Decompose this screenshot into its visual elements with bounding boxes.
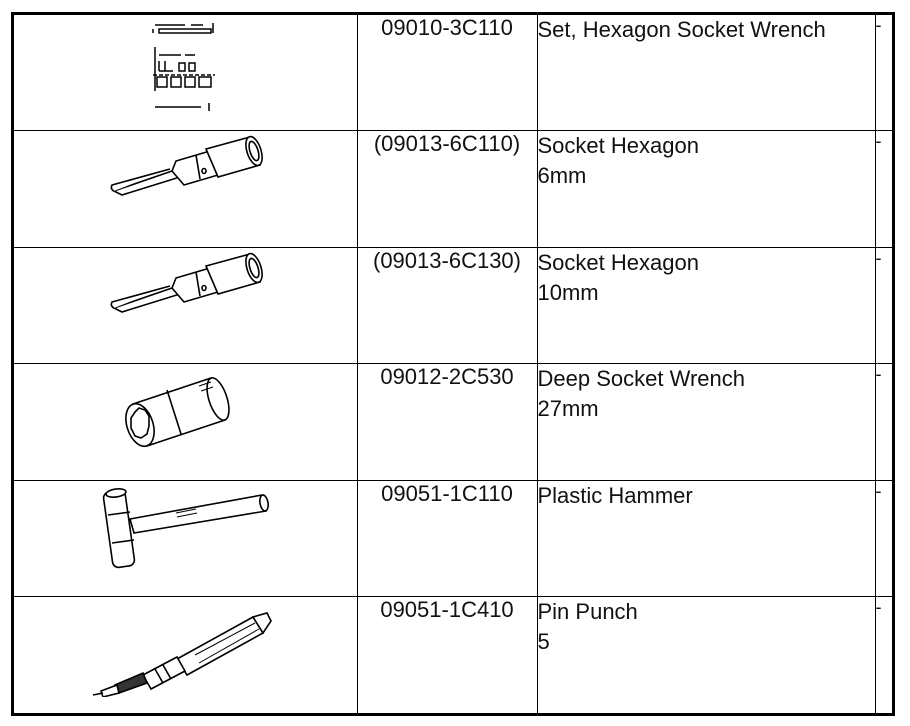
note: - bbox=[875, 480, 892, 597]
table-row bbox=[14, 597, 892, 713]
part-number: 09051-1C410 bbox=[357, 597, 537, 713]
part-number: (09013-6C130) bbox=[357, 247, 537, 364]
tool-name-detail: 27mm bbox=[537, 396, 599, 422]
deep-socket-icon bbox=[115, 364, 255, 448]
hexagon-socket-bit-icon bbox=[100, 248, 270, 328]
table-row bbox=[14, 247, 892, 364]
tool-name-detail: 5 bbox=[537, 629, 550, 655]
tool-illustration-cell bbox=[14, 364, 357, 481]
tool-name-line: Socket Hexagon bbox=[537, 133, 699, 159]
tool-name bbox=[537, 15, 875, 131]
tool-name-detail: 10mm bbox=[537, 279, 599, 305]
note: - bbox=[875, 131, 892, 248]
part-number: 09012-2C530 bbox=[357, 364, 537, 481]
tool-illustration-cell bbox=[14, 597, 357, 713]
tool-illustration-cell bbox=[14, 131, 357, 248]
tool-illustration-cell bbox=[14, 15, 357, 131]
part-number: 09051-1C110 bbox=[357, 480, 537, 597]
tool-name bbox=[537, 247, 875, 364]
tool-illustration-cell bbox=[14, 480, 357, 597]
note: - bbox=[875, 247, 892, 364]
table-row bbox=[14, 480, 892, 597]
tool-illustration-cell bbox=[14, 247, 357, 364]
table-row bbox=[14, 364, 892, 481]
tool-name-detail: 6mm bbox=[537, 163, 587, 189]
tool-name-line: Socket Hexagon bbox=[537, 249, 699, 275]
plastic-hammer-icon bbox=[90, 481, 280, 571]
table-row bbox=[14, 131, 892, 248]
special-tools-table bbox=[11, 12, 895, 716]
table-row bbox=[14, 15, 892, 131]
socket-wrench-set-case-icon bbox=[125, 15, 245, 115]
tool-name-line: Plastic Hammer bbox=[537, 482, 693, 508]
note: - bbox=[875, 597, 892, 713]
tool-name-line: Set, Hexagon Socket Wrench bbox=[537, 17, 826, 42]
tool-name-line: Pin Punch bbox=[537, 599, 638, 625]
tool-name bbox=[537, 364, 875, 481]
hexagon-socket-bit-icon bbox=[100, 131, 270, 211]
note: - bbox=[875, 15, 892, 131]
tool-name bbox=[537, 131, 875, 248]
tool-name-line: Deep Socket Wrench bbox=[537, 366, 745, 392]
pin-punch-icon bbox=[85, 597, 285, 697]
tool-name bbox=[537, 480, 875, 597]
note: - bbox=[875, 364, 892, 481]
tool-name bbox=[537, 597, 875, 713]
part-number: 09010-3C110 bbox=[357, 15, 537, 131]
part-number: (09013-6C110) bbox=[357, 131, 537, 248]
